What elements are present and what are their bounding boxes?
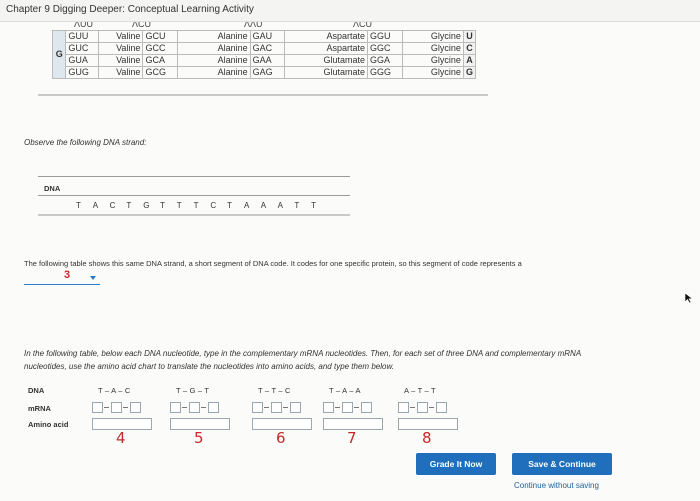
protein-statement: The following table shows this same DNA strand, a short segment of DNA code. It codes for one specific protein, so this segment of code represents a [24,259,522,268]
dash-separator [264,407,269,408]
amino-acid-cell: Alanine [177,43,250,55]
mrna-nucleotide-input[interactable] [398,402,409,413]
dash-separator [335,407,340,408]
amino-acid-cell: Alanine [177,55,250,67]
handwritten-annotation: 5 [194,429,204,447]
codon-third-base: G [463,67,475,79]
codon-table-region [52,22,476,84]
codon-first-base: G [53,31,66,79]
codon-cell: GCA [143,55,177,67]
codon-cell: GUA [66,55,99,67]
mrna-nucleotide-input[interactable] [417,402,428,413]
dna-base: T [159,201,165,210]
dna-triplet: T – A – A [329,386,361,395]
continue-without-saving-link[interactable]: Continue without saving [514,481,599,490]
amino-acid-cell: Alanine [177,31,250,43]
handwritten-annotation: 4 [116,429,126,447]
mrna-row-label: mRNA [28,404,51,413]
header-bar [0,0,700,22]
codon-cell: GAG [250,67,284,79]
strand-bottom-rule [38,214,350,216]
codon-third-base: C [463,43,475,55]
amino-acid-cell: Glycine [402,31,463,43]
dropdown-selected-value: 3 [64,269,71,281]
amino-acid-cell: Valine [99,43,143,55]
mrna-nucleotide-input[interactable] [170,402,181,413]
mrna-nucleotide-input[interactable] [290,402,301,413]
amino-acid-cell: Glutamate [284,67,367,79]
dna-base: C [210,201,217,210]
dna-triplet: T – T – C [258,386,291,395]
dna-base: A [260,201,267,210]
handwritten-annotation: 7 [347,429,357,447]
codon-cell: GGG [368,67,403,79]
dna-triplet: A – T – T [404,386,436,395]
mrna-nucleotide-input[interactable] [92,402,103,413]
dna-base: G [143,201,150,210]
mrna-nucleotide-input[interactable] [111,402,122,413]
codon-cell: GCC [143,43,177,55]
dna-triplet: T – A – C [98,386,131,395]
codon-table-row [53,43,476,55]
dna-triplet: T – G – T [176,386,210,395]
dash-separator [201,407,206,408]
amino-acid-cell: Glycine [402,43,463,55]
amino-acid-cell: Glycine [402,67,463,79]
grade-it-now-button[interactable]: Grade It Now [416,453,496,475]
observe-instruction: Observe the following DNA strand: [24,138,147,147]
mouse-cursor-icon [684,292,694,304]
strand-top-rule [38,176,350,177]
dna-base: T [76,201,81,210]
dash-separator [182,407,187,408]
mrna-nucleotide-input[interactable] [130,402,141,413]
amino-acid-cell: Glycine [402,55,463,67]
amino-acid-cell: Glutamate [284,55,367,67]
dna-base: C [109,201,116,210]
codon-table-row [53,55,476,67]
dna-base: T [193,201,199,210]
codon-third-base: U [463,31,475,43]
codon-cell: GUU [66,31,99,43]
dash-separator [123,407,128,408]
dash-separator [429,407,434,408]
codon-table-row [53,67,476,79]
amino-acid-cell: Aspartate [284,31,367,43]
mrna-nucleotide-input[interactable] [252,402,263,413]
amino-acid-cell: Alanine [177,67,250,79]
page-title: Chapter 9 Digging Deeper: Conceptual Learning Activity [6,4,254,15]
gene-dropdown[interactable] [24,269,100,285]
mrna-nucleotide-input[interactable] [271,402,282,413]
mrna-nucleotide-input[interactable] [323,402,334,413]
dna-strand [76,201,328,210]
dna-base: T [176,201,182,210]
codon-cell: GAA [250,55,284,67]
codon-table-cut-header: ΛUU ΛCU ΛΛU ΛCU [74,22,373,29]
dna-strand-label: DNA [44,184,61,193]
codon-cell: GGU [368,31,403,43]
chevron-down-icon [90,276,96,280]
dash-separator [283,407,288,408]
mrna-nucleotide-input[interactable] [189,402,200,413]
codon-third-base: A [463,55,475,67]
dna-base: T [227,201,233,210]
codon-cell: GUG [66,67,99,79]
mrna-nucleotide-input[interactable] [208,402,219,413]
mrna-nucleotide-input[interactable] [361,402,372,413]
codon-cell: GAU [250,31,284,43]
dna-row-label: DNA [28,386,45,395]
codon-cell: GGC [368,43,403,55]
dna-base: A [92,201,99,210]
codon-cell: GAC [250,43,284,55]
codon-table-row [53,31,476,43]
codon-cell: GCG [143,67,177,79]
handwritten-annotation: 8 [422,429,432,447]
dna-base: T [126,201,132,210]
dna-base: A [277,201,283,210]
table-instructions: In the following table, below each DNA nucleotide, type in the complementary mRNA nucleotides. Then, for each set of three DNA and complementary mRNA nucleotides, use the amino acid chart to translate the nucleotides into amino acids, and type them below. [24,349,581,371]
amino-row-label: Amino acid [28,420,69,429]
handwritten-annotation: 6 [276,429,286,447]
dash-separator [410,407,415,408]
dna-base: T [311,201,317,210]
codon-cell: GUC [66,43,99,55]
dash-separator [354,407,359,408]
save-continue-button[interactable]: Save & Continue [512,453,612,475]
amino-acid-cell: Valine [99,67,143,79]
codon-cell: GCU [143,31,177,43]
mrna-nucleotide-input[interactable] [342,402,353,413]
amino-acid-cell: Aspartate [284,43,367,55]
dash-separator [104,407,109,408]
codon-table [52,30,476,79]
dna-base: T [294,201,300,210]
divider [38,94,488,96]
dna-base: A [243,201,250,210]
codon-cell: GGA [368,55,403,67]
amino-acid-cell: Valine [99,55,143,67]
strand-mid-rule [38,195,350,196]
amino-acid-cell: Valine [99,31,143,43]
mrna-nucleotide-input[interactable] [436,402,447,413]
